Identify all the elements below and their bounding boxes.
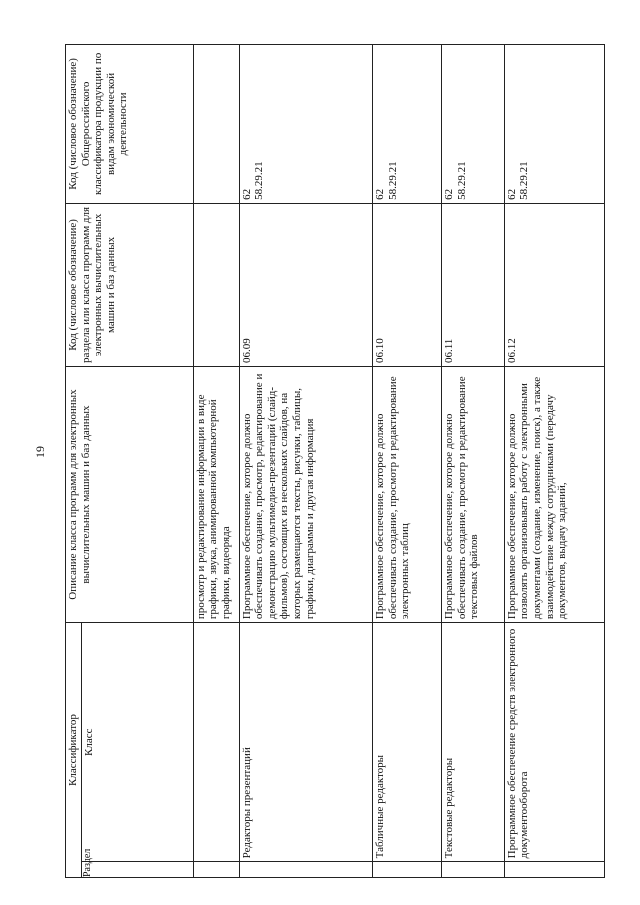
okpd-code-1: 62 <box>240 188 253 200</box>
okpd-code-2: 58.29.21 <box>518 161 531 200</box>
cell-description: Программное обеспечение, которое должно позволять организовывать работу с электронными документами (создание, изменение, поиск), а также взаимодействие между сотрудниками (передачу документов, выдачу заданий, <box>504 367 604 623</box>
cell-description: Программное обеспечение, которое должно обеспечивать создание, просмотр и редактирование электронных таблиц <box>373 367 442 623</box>
cell-klass: Редакторы презентаций <box>239 623 373 862</box>
cell-code-section: 06.10 <box>373 203 442 366</box>
okpd-code-1: 62 <box>374 188 387 200</box>
cell-code-section: 06.12 <box>504 203 604 366</box>
cell-code-section: 06.09 <box>239 203 373 366</box>
cell-code-okpd <box>373 45 442 204</box>
cell-code-okpd <box>193 45 239 204</box>
page-number: 19 <box>33 446 47 458</box>
cell-razdel <box>504 862 604 878</box>
cell-code-section <box>193 203 239 366</box>
table-row <box>373 45 442 878</box>
cell-klass: Текстовые редакторы <box>442 623 505 862</box>
cell-description: Программное обеспечение, которое должно обеспечивать создание, просмотр, редактирование и демонстрацию мультимедиа-презентаций (слайд-фильмов), состоящих из нескольких слайдов, на которых размещаются тексты, рисунки, таблицы, графики, диаграммы и другая информация <box>239 367 373 623</box>
cell-code-section: 06.11 <box>442 203 505 366</box>
cell-code-okpd <box>442 45 505 204</box>
cell-klass: Программное обеспечение средств электронного документооборота <box>504 623 604 862</box>
okpd-code-2: 58.29.21 <box>253 161 266 200</box>
cell-code-okpd <box>239 45 373 204</box>
table-row <box>442 45 505 878</box>
cell-klass: Табличные редакторы <box>373 623 442 862</box>
header-code-okpd: Код (числовое обозначение) Общероссийского классификатора продукции по видам экономической деятельности <box>66 45 194 204</box>
okpd-code-1: 62 <box>505 188 518 200</box>
cell-code-okpd <box>504 45 604 204</box>
okpd-code-2: 58.29.21 <box>455 161 468 200</box>
cell-razdel <box>373 862 442 878</box>
header-classifier: Классификатор <box>66 623 82 878</box>
header-razdel: Раздел <box>81 862 193 878</box>
okpd-code-1: 62 <box>443 188 456 200</box>
header-description: Описание класса программ для электронных вычислительных машин и баз данных <box>66 367 194 623</box>
cell-klass <box>193 623 239 862</box>
cell-description: Программное обеспечение, которое должно обеспечивать создание, просмотр и редактирование текстовых файлов <box>442 367 505 623</box>
cell-description: просмотр и редактирование информации в виде графики, звука, анимированной компьютерной графики, видеоряда <box>193 367 239 623</box>
table-row <box>239 45 373 878</box>
rotated-table-container <box>65 44 605 878</box>
classifier-table <box>65 44 605 878</box>
header-klass: Класс <box>81 623 193 862</box>
okpd-code-2: 58.29.21 <box>386 161 399 200</box>
table-row <box>504 45 604 878</box>
cell-razdel <box>193 862 239 878</box>
header-code-section: Код (числовое обозначение) раздела или класса программ для электронных вычислительных машин и баз данных <box>66 203 194 366</box>
cell-razdel <box>239 862 373 878</box>
table-row <box>193 45 239 878</box>
cell-razdel <box>442 862 505 878</box>
